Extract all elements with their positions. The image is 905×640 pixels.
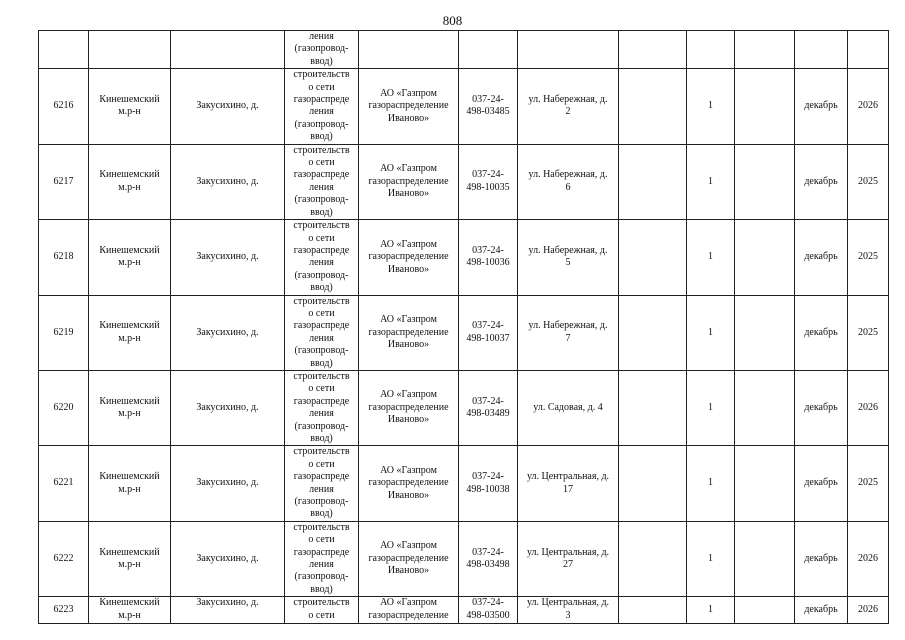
org-line: Иваново» [387, 414, 430, 426]
district-line: Кинешемский [99, 471, 160, 483]
cell-code [459, 446, 518, 521]
purpose-line: (газопровод- [294, 496, 349, 508]
purpose-line: о сети [308, 81, 335, 93]
code-line: 498-10038 [466, 483, 510, 495]
cell-month: декабрь [795, 144, 848, 219]
registry-table [38, 30, 889, 624]
cell-code [459, 69, 518, 144]
org-line: газораспределение [368, 401, 449, 413]
cell-address [518, 521, 619, 596]
purpose-line: газораспреде [293, 244, 350, 256]
cell-locality: Закусихино, д. [171, 144, 285, 219]
code-line: 037-24- [472, 320, 504, 332]
cell-code [459, 295, 518, 370]
org-line: АО «Газпром [380, 163, 437, 175]
cell-year: 2026 [848, 370, 889, 445]
cell-purpose [285, 446, 359, 521]
cell-month: декабрь [795, 220, 848, 295]
cell-num: 6218 [39, 220, 89, 295]
code-line: 498-10035 [466, 181, 510, 193]
cell-locality: Закусихино, д. [171, 597, 285, 624]
address-line: 27 [563, 559, 573, 571]
purpose-line: ления [309, 106, 334, 118]
purpose-line: строительств [293, 446, 350, 458]
table-row-continued [39, 31, 889, 69]
org-line: АО «Газпром [380, 389, 437, 401]
address-line: ул. Центральная, д. [526, 546, 610, 558]
table-row [39, 220, 889, 295]
cell-num: 6223 [39, 597, 89, 624]
org-line: Иваново» [387, 565, 430, 577]
cell-year: 2026 [848, 597, 889, 624]
cell-month: декабрь [795, 295, 848, 370]
purpose-line: строительств [293, 597, 350, 609]
cell-month: декабрь [795, 446, 848, 521]
purpose-line: (газопровод- [294, 571, 349, 583]
cell-org [359, 144, 459, 219]
purpose-line: о сети [308, 383, 335, 395]
address-line: ул. Садовая, д. 4 [533, 401, 603, 413]
org-line: Иваново» [387, 112, 430, 124]
purpose-line: строительств [293, 220, 350, 232]
cell-empty [735, 446, 795, 521]
cell-locality [171, 31, 285, 69]
cell-address [518, 597, 619, 624]
cell-address [518, 69, 619, 144]
cell-num: 6221 [39, 446, 89, 521]
cell-empty [735, 220, 795, 295]
cell-qty: 1 [687, 446, 735, 521]
org-line: АО «Газпром [380, 464, 437, 476]
address-line: 17 [563, 483, 573, 495]
cell-empty [735, 31, 795, 69]
org-line: АО «Газпром [380, 597, 437, 609]
cell-purpose [285, 69, 359, 144]
cell-month: декабрь [795, 69, 848, 144]
org-line: Иваново» [387, 489, 430, 501]
cell-purpose [285, 144, 359, 219]
cell-empty [619, 370, 687, 445]
district-line: м.р-н [118, 181, 141, 193]
cell-district [89, 446, 171, 521]
cell-district [89, 69, 171, 144]
org-line: газораспределение [368, 251, 449, 263]
purpose-line: ввод) [310, 55, 333, 67]
code-line: 498-10036 [466, 257, 510, 269]
purpose-line: о сети [308, 609, 335, 621]
cell-code [459, 144, 518, 219]
cell-empty [735, 144, 795, 219]
cell-code [459, 220, 518, 295]
purpose-line: ввод) [310, 282, 333, 294]
address-line: ул. Набережная, д. [528, 169, 608, 181]
purpose-line: газораспреде [293, 169, 350, 181]
purpose-line: ввод) [310, 433, 333, 444]
cell-year: 2025 [848, 295, 889, 370]
cell-month: декабрь [795, 370, 848, 445]
purpose-line: (газопровод- [294, 269, 349, 281]
cell-num: 6222 [39, 521, 89, 596]
district-line: Кинешемский [99, 244, 160, 256]
cell-month: декабрь [795, 597, 848, 624]
cell-num: 6216 [39, 69, 89, 144]
table-row [39, 446, 889, 521]
cell-district [89, 31, 171, 69]
purpose-line: о сети [308, 534, 335, 546]
org-line: АО «Газпром [380, 238, 437, 250]
purpose-line: газораспреде [293, 546, 350, 558]
purpose-line: газораспреде [293, 320, 350, 332]
cell-district [89, 144, 171, 219]
cell-locality: Закусихино, д. [171, 370, 285, 445]
cell-org [359, 295, 459, 370]
cell-purpose [285, 370, 359, 445]
org-line: газораспределение [368, 175, 449, 187]
cell-locality: Закусихино, д. [171, 295, 285, 370]
address-line: 5 [565, 257, 571, 269]
cell-empty [619, 521, 687, 596]
purpose-line: (газопровод- [294, 345, 349, 357]
purpose-line: строительств [293, 370, 350, 382]
cell-empty [619, 295, 687, 370]
cell-empty [735, 597, 795, 624]
cell-purpose [285, 220, 359, 295]
purpose-line: о сети [308, 307, 335, 319]
table-row [39, 370, 889, 445]
cell-address [518, 295, 619, 370]
purpose-line: (газопровод- [294, 43, 349, 55]
code-line: 037-24- [472, 597, 504, 609]
org-line: Иваново» [387, 339, 430, 350]
code-line: 037-24- [472, 244, 504, 256]
cell-code [459, 521, 518, 596]
district-line: Кинешемский [99, 320, 160, 332]
cell-purpose [285, 597, 359, 624]
table-row [39, 521, 889, 596]
cell-qty: 1 [687, 521, 735, 596]
cell-num [39, 31, 89, 69]
cell-org [359, 69, 459, 144]
code-line: 498-10037 [466, 332, 510, 344]
purpose-line: ввод) [310, 508, 333, 520]
cell-year: 2026 [848, 521, 889, 596]
purpose-line: ления [309, 181, 334, 193]
purpose-line: строительств [293, 295, 350, 307]
address-line: ул. Центральная, д. [526, 471, 610, 483]
cell-empty [619, 31, 687, 69]
district-line: м.р-н [118, 106, 141, 118]
cell-year: 2025 [848, 220, 889, 295]
purpose-line: ввод) [310, 206, 333, 218]
cell-year: 2025 [848, 446, 889, 521]
org-line: Иваново» [387, 263, 430, 275]
cell-org [359, 521, 459, 596]
org-line: АО «Газпром [380, 314, 437, 325]
code-line: 037-24- [472, 471, 504, 483]
org-line: газораспределение [368, 477, 449, 489]
address-line: 3 [565, 609, 571, 621]
purpose-line: (газопровод- [294, 194, 349, 206]
cell-purpose [285, 521, 359, 596]
cell-qty: 1 [687, 69, 735, 144]
purpose-line: строительств [293, 144, 350, 156]
code-line: 037-24- [472, 395, 504, 407]
code-line: 498-03500 [466, 609, 510, 621]
cell-month [795, 31, 848, 69]
org-line: газораспределение [368, 552, 449, 564]
cell-purpose [285, 295, 359, 370]
purpose-line: ления [309, 483, 334, 495]
org-line: Иваново» [387, 188, 430, 200]
org-line: АО «Газпром [380, 87, 437, 99]
cell-code [459, 370, 518, 445]
purpose-line: ввод) [310, 357, 333, 369]
purpose-line: газораспреде [293, 471, 350, 483]
cell-empty [619, 446, 687, 521]
cell-district [89, 295, 171, 370]
cell-locality: Закусихино, д. [171, 69, 285, 144]
district-line: м.р-н [118, 483, 141, 495]
org-line: газораспределение [368, 326, 449, 338]
district-line: м.р-н [118, 559, 141, 571]
cell-empty [619, 597, 687, 624]
purpose-line: ления [309, 408, 334, 420]
district-line: м.р-н [118, 408, 141, 420]
cell-empty [735, 370, 795, 445]
cell-empty [735, 295, 795, 370]
cell-qty [687, 31, 735, 69]
cell-year: 2026 [848, 69, 889, 144]
district-line: м.р-н [118, 609, 141, 621]
purpose-line: ления [309, 257, 334, 269]
district-line: м.р-н [118, 257, 141, 269]
district-line: Кинешемский [99, 597, 160, 609]
cell-org [359, 370, 459, 445]
cell-purpose [285, 31, 359, 69]
cell-qty: 1 [687, 144, 735, 219]
page-number: 808 [442, 13, 463, 28]
cell-address [518, 31, 619, 69]
code-line: 498-03489 [466, 408, 510, 420]
org-line: АО «Газпром [380, 540, 437, 552]
address-line: ул. Набережная, д. [528, 93, 608, 105]
cell-org [359, 31, 459, 69]
cell-org [359, 220, 459, 295]
purpose-line: ления [309, 31, 334, 42]
code-line: 037-24- [472, 93, 504, 105]
cell-year [848, 31, 889, 69]
cell-qty: 1 [687, 220, 735, 295]
cell-empty [735, 69, 795, 144]
cell-address [518, 446, 619, 521]
cell-empty [619, 69, 687, 144]
code-line: 498-03485 [466, 106, 510, 118]
cell-org [359, 446, 459, 521]
district-line: Кинешемский [99, 169, 160, 181]
cell-district [89, 521, 171, 596]
district-line: Кинешемский [99, 395, 160, 407]
cell-code [459, 31, 518, 69]
code-line: 037-24- [472, 546, 504, 558]
purpose-line: ввод) [310, 131, 333, 143]
cell-qty: 1 [687, 370, 735, 445]
table-row [39, 69, 889, 144]
code-line: 498-03498 [466, 559, 510, 571]
org-line: газораспределение [368, 100, 449, 112]
cell-org [359, 597, 459, 624]
purpose-line: (газопровод- [294, 420, 349, 432]
cell-address [518, 370, 619, 445]
table-row [39, 295, 889, 370]
cell-qty: 1 [687, 295, 735, 370]
cell-locality: Закусихино, д. [171, 521, 285, 596]
purpose-line: газораспреде [293, 395, 350, 407]
cell-month: декабрь [795, 521, 848, 596]
purpose-line: о сети [308, 157, 335, 169]
cell-locality: Закусихино, д. [171, 446, 285, 521]
district-line: м.р-н [118, 332, 141, 344]
address-line: 2 [565, 106, 571, 118]
cell-empty [619, 144, 687, 219]
purpose-line: строительств [293, 69, 350, 81]
district-line: Кинешемский [99, 546, 160, 558]
address-line: ул. Набережная, д. [528, 244, 608, 256]
table-row [39, 597, 889, 624]
cell-empty [619, 220, 687, 295]
address-line: ул. Набережная, д. [528, 320, 608, 332]
cell-empty [735, 521, 795, 596]
cell-num: 6219 [39, 295, 89, 370]
purpose-line: ления [309, 332, 334, 344]
cell-year: 2025 [848, 144, 889, 219]
cell-locality: Закусихино, д. [171, 220, 285, 295]
org-line: газораспределение [368, 609, 449, 621]
address-line: 7 [565, 332, 571, 344]
purpose-line: о сети [308, 232, 335, 244]
cell-address [518, 144, 619, 219]
address-line: 6 [565, 181, 571, 193]
cell-address [518, 220, 619, 295]
purpose-line: (газопровод- [294, 118, 349, 130]
code-line: 037-24- [472, 169, 504, 181]
cell-num: 6220 [39, 370, 89, 445]
cell-district [89, 370, 171, 445]
cell-num: 6217 [39, 144, 89, 219]
district-line: Кинешемский [99, 93, 160, 105]
cell-district [89, 597, 171, 624]
purpose-line: газораспреде [293, 94, 350, 106]
table-body [39, 31, 889, 624]
purpose-line: о сети [308, 458, 335, 470]
cell-code [459, 597, 518, 624]
cell-qty: 1 [687, 597, 735, 624]
purpose-line: строительств [293, 521, 350, 533]
cell-district [89, 220, 171, 295]
table-row [39, 144, 889, 219]
purpose-line: ввод) [310, 583, 333, 595]
address-line: ул. Центральная, д. [526, 597, 610, 609]
purpose-line: ления [309, 559, 334, 571]
